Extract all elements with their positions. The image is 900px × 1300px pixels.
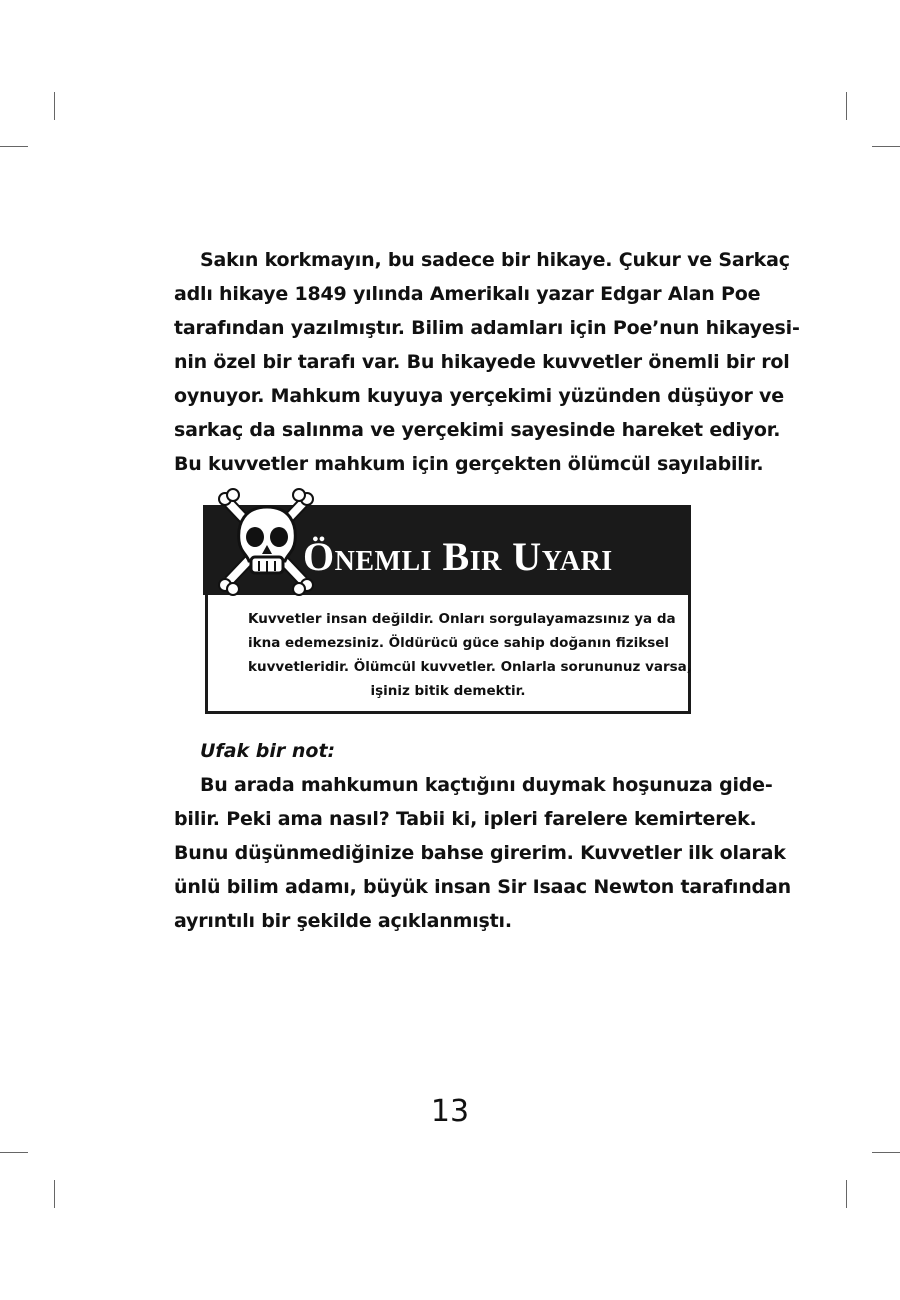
warning-body <box>205 595 691 714</box>
crop-mark <box>54 1180 55 1208</box>
note-heading: Ufak bir not: <box>200 740 336 762</box>
warning-box <box>203 505 691 715</box>
crop-mark <box>872 146 900 147</box>
paragraph-line: ünlü bilim adamı, büyük insan Sir Isaac Newton tarafından <box>174 876 791 898</box>
crop-mark <box>0 146 28 147</box>
paragraph-line: tarafından yazılmıştır. Bilim adamları için Poe’nun hikayesi- <box>174 317 800 339</box>
paragraph-line: nin özel bir tarafı var. Bu hikayede kuvvetler önemli bir rol <box>174 351 790 373</box>
crop-mark <box>54 92 55 120</box>
paragraph-line: adlı hikaye 1849 yılında Amerikalı yazar Edgar Alan Poe <box>174 283 761 305</box>
warning-line: ikna edemezsiniz. Öldürücü güce sahip doğanın fiziksel <box>248 635 670 651</box>
warning-line: Kuvvetler insan değildir. Onları sorgulayamazsınız ya da <box>248 611 676 627</box>
page-number: 13 <box>430 1094 470 1129</box>
warning-title: Önemli Bir Uyarı <box>303 534 613 579</box>
intro-paragraph <box>174 243 800 481</box>
paragraph-line: Sakın korkmayın, bu sadece bir hikaye. Çukur ve Sarkaç <box>200 249 790 271</box>
paragraph-line: sarkaç da salınma ve yerçekimi sayesinde hareket ediyor. <box>174 419 781 441</box>
crop-mark <box>846 92 847 120</box>
skull-crossbones-icon <box>217 485 317 597</box>
paragraph-line: bilir. Peki ama nasıl? Tabii ki, ipleri farelere kemirterek. <box>174 808 757 830</box>
warning-text <box>248 607 692 703</box>
crop-mark <box>846 1180 847 1208</box>
paragraph-line: oynuyor. Mahkum kuyuya yerçekimi yüzünden düşüyor ve <box>174 385 784 407</box>
paragraph-line: Bu arada mahkumun kaçtığını duymak hoşunuza gide- <box>200 774 773 796</box>
note-paragraph <box>174 768 791 938</box>
paragraph-line: Bunu düşünmediğinize bahse girerim. Kuvvetler ilk olarak <box>174 842 786 864</box>
paragraph-line: Bu kuvvetler mahkum için gerçekten ölümcül sayılabilir. <box>174 453 764 475</box>
crop-mark <box>872 1152 900 1153</box>
warning-line: işiniz bitik demektir. <box>370 683 526 699</box>
warning-line: kuvvetleridir. Ölümcül kuvvetler. Onlarla sorununuz varsa, <box>248 659 692 675</box>
crop-mark <box>0 1152 28 1153</box>
paragraph-line: ayrıntılı bir şekilde açıklanmıştı. <box>174 910 512 932</box>
